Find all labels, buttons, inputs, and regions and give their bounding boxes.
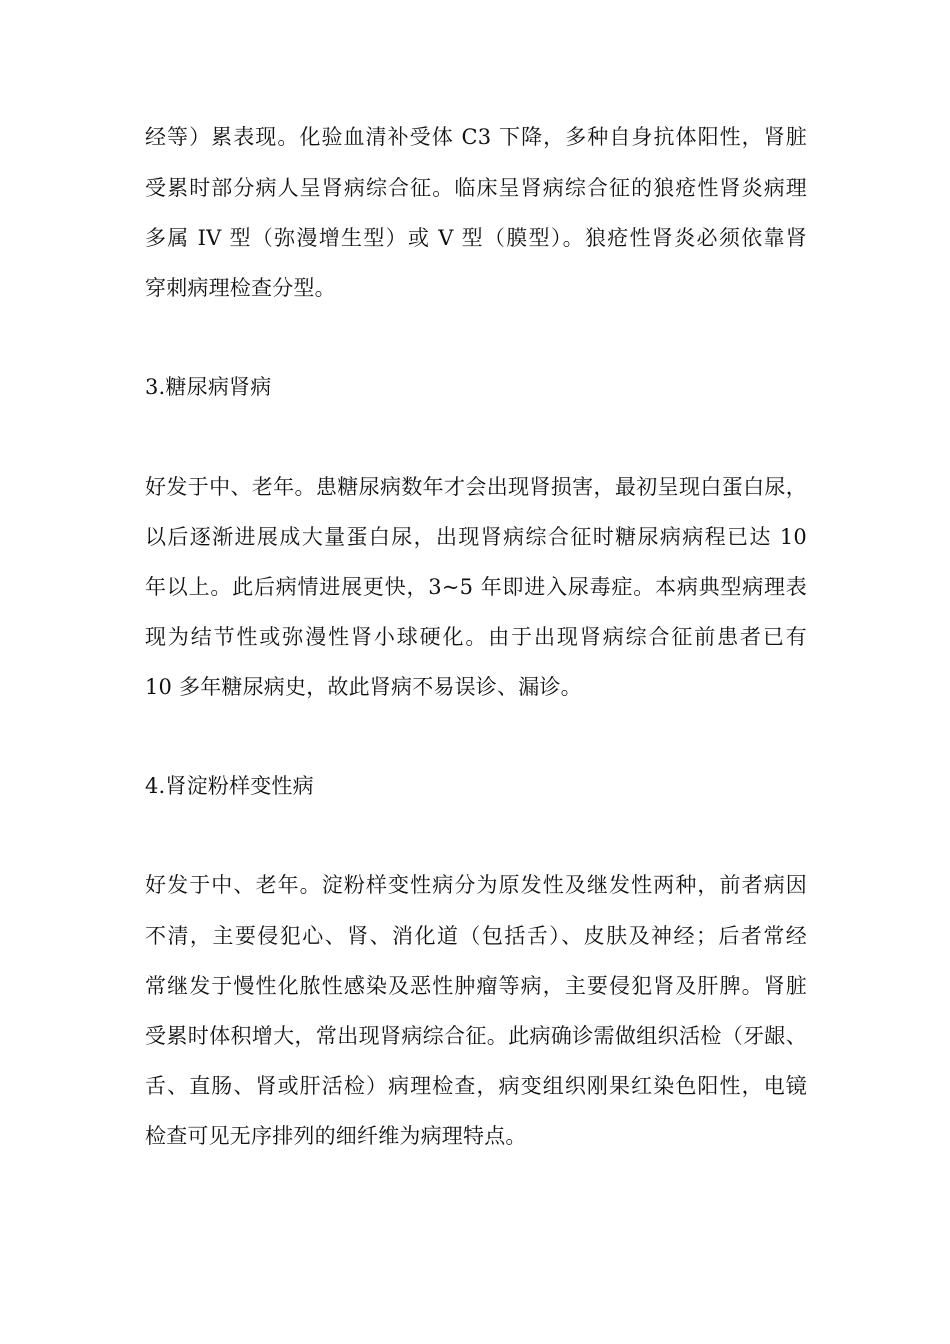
paragraph-line: 以后逐渐进展成大量蛋白尿，出现肾病综合征时糖尿病病程已达 10	[145, 525, 807, 549]
paragraph-line: 经等）累表现。化验血清补受体 C3 下降，多种自身抗体阳性，肾脏	[145, 125, 807, 149]
paragraph-line: 不清，主要侵犯心、肾、消化道（包括舌）、皮肤及神经；后者常经	[145, 924, 807, 948]
paragraph-line: 常继发于慢性化脓性感染及恶性肿瘤等病，主要侵犯肾及肝脾。肾脏	[145, 974, 807, 998]
paragraph-line: 好发于中、老年。淀粉样变性病分为原发性及继发性两种，前者病因	[145, 873, 807, 897]
paragraph-line: 现为结节性或弥漫性肾小球硬化。由于出现肾病综合征前患者已有	[145, 625, 807, 649]
paragraph-line: 10 多年糖尿病史，故此肾病不易误诊、漏诊。	[145, 675, 582, 699]
paragraph-line: 多属 IV 型（弥漫增生型）或 V 型（膜型）。狼疮性肾炎必须依靠肾	[145, 226, 807, 250]
paragraph-line: 检查可见无序排列的细纤维为病理特点。	[145, 1124, 527, 1148]
paragraph-line: 舌、直肠、肾或肝活检）病理检查，病变组织刚果红染色阳性，电镜	[145, 1074, 807, 1098]
paragraph-line: 年以上。此后病情进展更快，3~5 年即进入尿毒症。本病典型病理表	[145, 575, 807, 599]
paragraph-line: 受累时体积增大，常出现肾病综合征。此病确诊需做组织活检（牙龈、	[145, 1024, 807, 1048]
section-heading: 3.糖尿病肾病	[145, 375, 272, 399]
section-heading: 4.肾淀粉样变性病	[145, 774, 314, 798]
paragraph-line: 穿刺病理检查分型。	[145, 276, 336, 300]
paragraph-line: 受累时部分病人呈肾病综合征。临床呈肾病综合征的狼疮性肾炎病理	[145, 176, 807, 200]
paragraph-line: 好发于中、老年。患糖尿病数年才会出现肾损害，最初呈现白蛋白尿，	[145, 475, 807, 499]
